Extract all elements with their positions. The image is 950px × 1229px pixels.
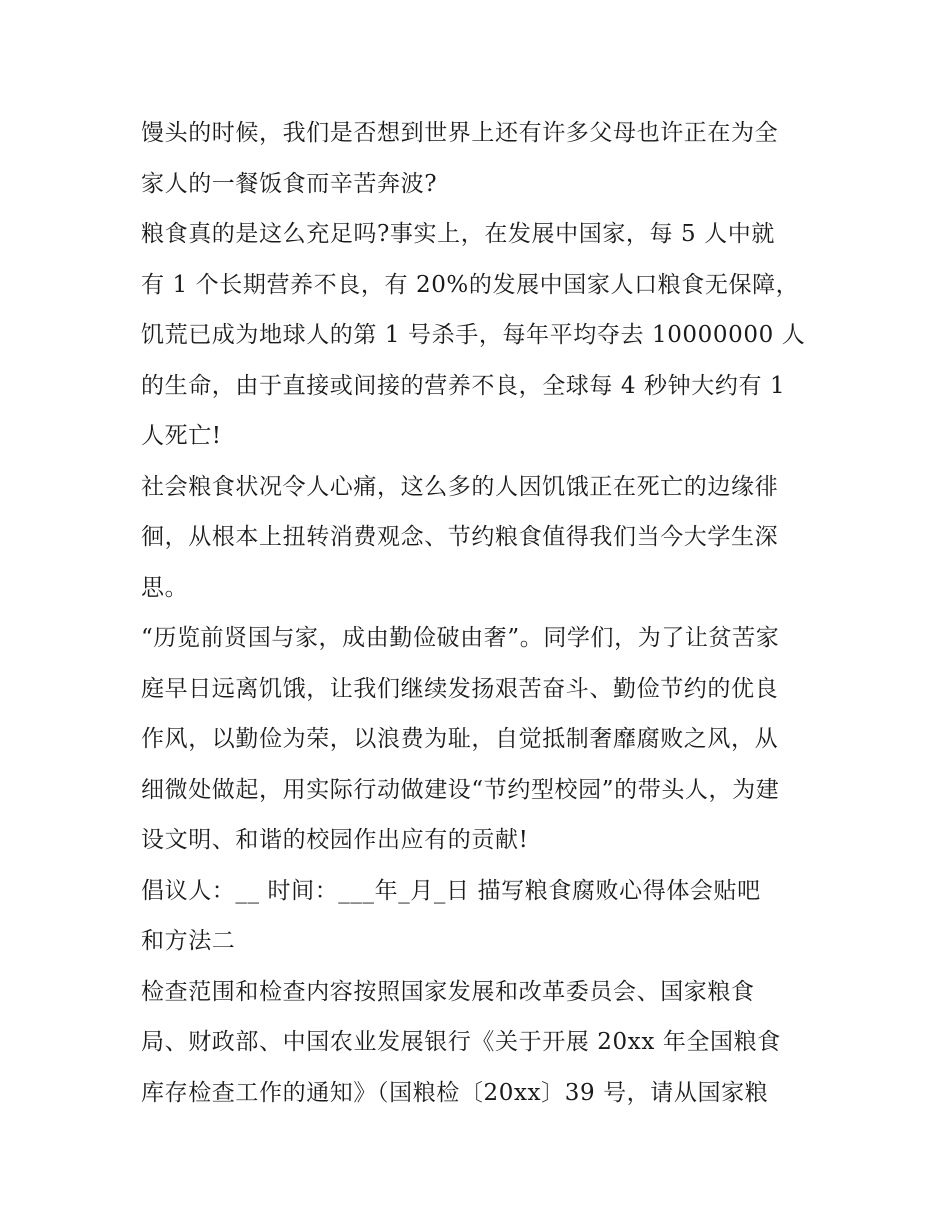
text-line: 徊，从根本上扭转消费观念、节约粮食值得我们当今大学生深 [141, 524, 779, 550]
text-line: 有 1 个长期营养不良，有 20%的发展中国家人口粮食无保障， [141, 271, 800, 298]
text-line: 思。 [141, 574, 189, 601]
text-line: 庭早日远离饥饿，让我们继续发扬艰苦奋斗、勤俭节约的优良 [141, 675, 779, 702]
text-line: 设文明、和谐的校园作出应有的贡献! [141, 827, 529, 853]
text-line: 和方法二 [141, 928, 236, 954]
text-line: 家人的一餐饭食而辛苦奔波? [141, 170, 438, 197]
text-line: 库存检查工作的通知》（国粮检〔20xx〕39 号，请从国家粮 [141, 1079, 769, 1106]
text-line: 社会粮食状况令人心痛，这么多的人因饥饿正在死亡的边缘徘 [141, 473, 779, 500]
text-line: 检查范围和检查内容按照国家发展和改革委员会、国家粮食 [141, 978, 755, 1005]
text-line: 倡议人：__ 时间：___年_月_日 描写粮食腐败心得体会贴吧 [141, 877, 761, 904]
text-line: 细微处做起，用实际行动做建设“节约型校园”的带头人，为建 [141, 776, 780, 803]
text-line: 粮食真的是这么充足吗?事实上，在发展中国家，每 5 人中就 [141, 221, 775, 247]
text-line: 饥荒已成为地球人的第 1 号杀手，每年平均夺去 10000000 人 [141, 322, 806, 348]
text-line: 局、财政部、中国农业发展银行《关于开展 20xx 年全国粮食 [141, 1029, 781, 1055]
text-line: 作风，以勤俭为荣，以浪费为耻，自觉抵制奢靡腐败之风，从 [141, 726, 779, 752]
text-line: 人死亡! [141, 423, 222, 449]
text-line: 馒头的时候，我们是否想到世界上还有许多父母也许正在为全 [141, 120, 779, 146]
body-text [141, 108, 821, 1118]
text-line: “历览前贤国与家，成由勤俭破由奢”。同学们，为了让贫苦家 [141, 625, 780, 651]
text-line: 的生命，由于直接或间接的营养不良，全球每 4 秒钟大约有 1 [141, 372, 786, 399]
